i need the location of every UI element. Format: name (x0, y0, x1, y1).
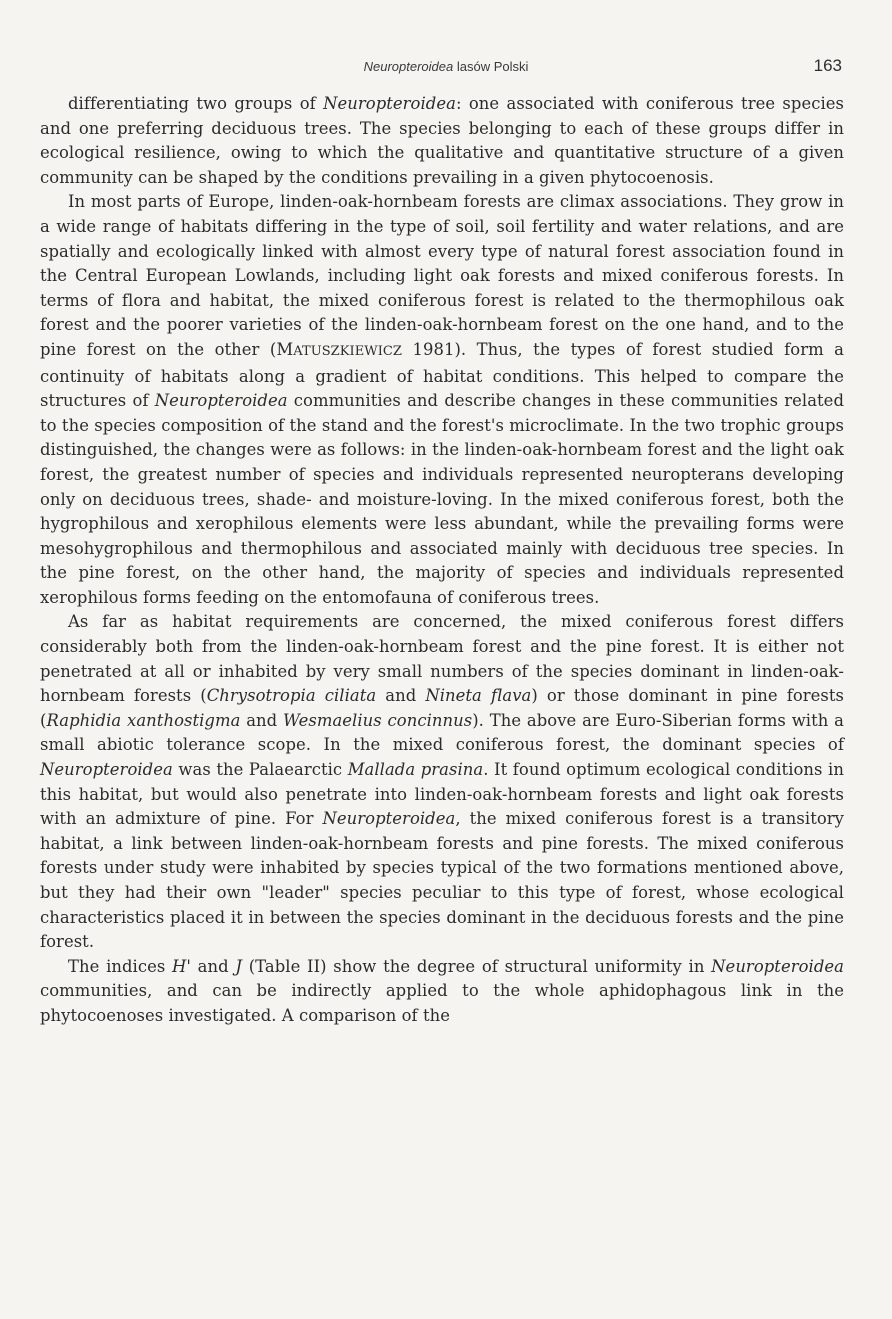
italic-term: Nineta flava (425, 686, 532, 706)
italic-term: J (235, 956, 243, 976)
page-number: 163 (813, 56, 842, 75)
paragraph (40, 610, 844, 954)
text-run: differentiating two groups of (68, 94, 324, 113)
text-run: The indices (68, 956, 173, 976)
running-title-text: lasów Polski (453, 59, 529, 74)
text-run: M (276, 339, 294, 359)
running-title (0, 59, 892, 74)
running-header (0, 56, 892, 78)
text-run: . It found optimum ecological conditions in this habitat, but would also penetrate into linden-oak-hornbeam forests and light oak forests with an admixture of pine. For (40, 760, 844, 829)
text-run: ). The above are Euro-Siberian forms with a small abiotic tolerance scope. In the mixed coniferous forest, the dominant species of (40, 710, 845, 755)
italic-term: Mallada prasina (347, 760, 484, 780)
italic-term: Neuropteroidea (154, 391, 288, 411)
text-run: As far as habitat requirements are concerned, the mixed coniferous forest differs considerably both from the linden-oak-hornbeam forest and the pine forest. It is either not penetrated at all or inhabited by very small numbers of the species dominant in linden-oak-hornbeam forests ( (40, 612, 844, 706)
italic-term: Neuropteroidea (323, 94, 456, 113)
body-text (40, 92, 844, 1029)
text-run: (Table II) show the degree of structural uniformity in (242, 956, 712, 976)
text-run: In most parts of Europe, linden-oak-hornbeam forests are climax associations. They grow in a wide range of habitats differing in the type of soil, soil fertility and water relations, and are spatially and ecologically linked with almost every type of natural forest association found in the Central European Lowlands, including light oak forests and mixed coniferous forests. In terms of flora and habitat, the mixed coniferous forest is related to the thermophilous oak forest and the poorer varieties of the linden-oak-hornbeam forest on the one hand, and to the pine forest on the other ( (40, 192, 844, 359)
text-run: ) or those dominant in pine forests ( (40, 686, 844, 730)
italic-term: Chrysotropia ciliata (206, 686, 377, 706)
italic-term: Raphidia xanthostigma (46, 710, 241, 730)
author-name-smallcaps: ATUSZKIEWICZ (293, 343, 403, 359)
text-run: and (376, 686, 426, 706)
text-run: and (190, 956, 236, 976)
italic-term: Neuropteroidea (40, 760, 173, 780)
text-run: was the Palaearctic (172, 760, 348, 780)
running-title-taxon: Neuropteroidea (363, 59, 454, 74)
text-run: , the mixed coniferous forest is a transitory habitat, a link between linden-oak-hornbeam forests and pine forests. The mixed coniferous forests under study were inhabited by species typical of the two formations mentioned above, but they had their own "leader" species peculiar to this type of forest, whose ecological characteristics placed it in between the species dominant in the deciduous forests and the pine forest. (40, 809, 844, 952)
text-run: and (240, 710, 284, 730)
italic-term: Wesmaelius concinnus (283, 710, 473, 730)
paragraph (40, 955, 844, 1029)
text-run: communities and describe changes in these communities related to the species composition of the stand and the forest's microclimate. In the two trophic groups distinguished, the changes were as follows: in the linden-oak-hornbeam forest and the light oak forest, the greatest number of species and individuals represented neuropterans developing only on deciduous trees, shade- and moisture-loving. In the mixed coniferous forest, both the hygrophilous and xerophilous elements were less abundant, while the prevailing forms were mesohygrophilous and thermophilous and associated mainly with deciduous tree species. In the pine forest, on the other hand, the majority of species and individuals represented xerophilous forms feeding on the entomofauna of coniferous trees. (40, 391, 844, 607)
italic-term: H' (172, 956, 191, 976)
italic-term: Neuropteroidea (711, 956, 844, 976)
text-run: 1981). Thus, the types of forest studied form a continuity of habitats along a gradient of habitat conditions. This helped to compare the structures of (40, 339, 845, 411)
text-run: communities, and can be indirectly applied to the whole aphidophagous link in the phytocoenoses investigated. A comparison of the (40, 981, 844, 1025)
paragraph (40, 92, 844, 190)
italic-term: Neuropteroidea (322, 809, 456, 829)
paragraph (40, 190, 844, 610)
text-run: : one associated with coniferous tree species and one preferring deciduous trees. The species belonging to each of these groups differ in ecological resilience, owing to which the qualitative and quantitative structure of a given community can be shaped by the conditions prevailing in a given phytocoenosis. (40, 94, 844, 187)
